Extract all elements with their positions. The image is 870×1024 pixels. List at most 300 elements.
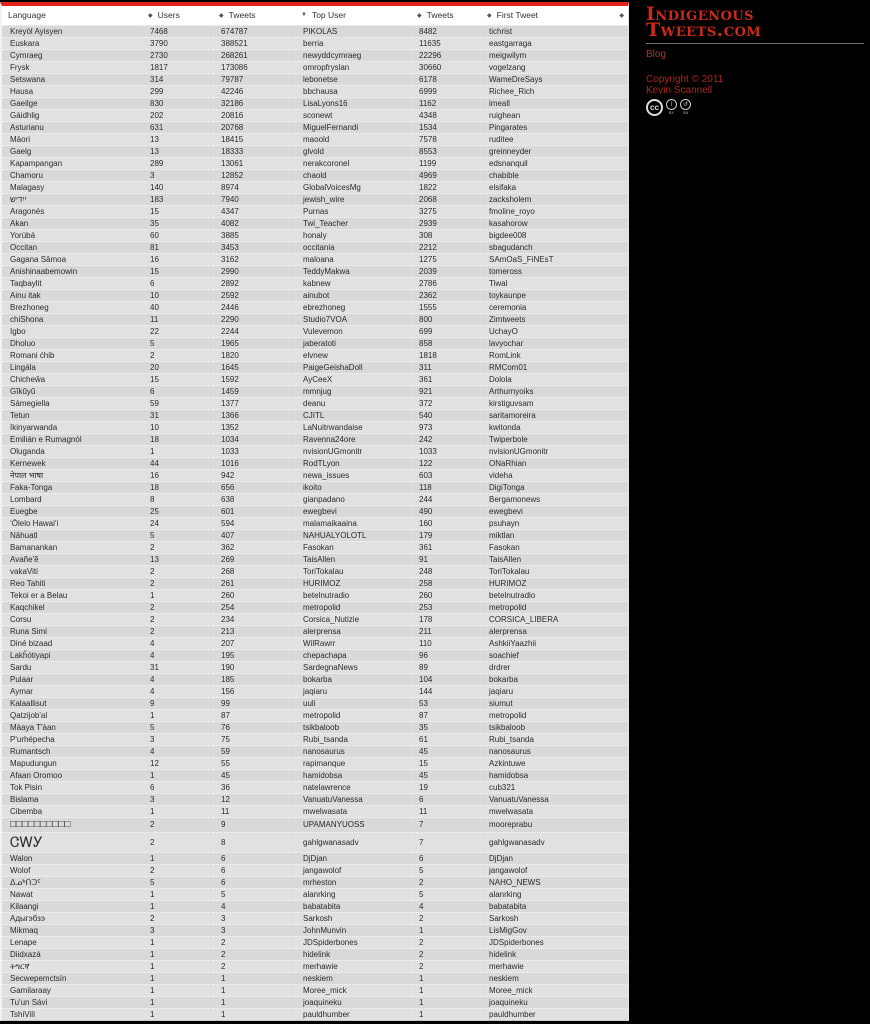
top-user-cell[interactable]: gianpadano <box>295 493 411 505</box>
language-cell[interactable]: Anishinaabemowin <box>2 265 142 277</box>
language-cell[interactable]: Asturianu <box>2 121 142 133</box>
top-user-cell[interactable]: jangawolof <box>295 864 411 876</box>
language-cell[interactable]: Avañe'ẽ <box>2 553 142 565</box>
first-tweet-cell[interactable]: saritamoreira <box>481 409 628 421</box>
language-cell[interactable]: Secwepemctsín <box>2 972 142 984</box>
top-user-cell[interactable]: mwelwasata <box>295 805 411 817</box>
first-tweet-cell[interactable]: NAHO_NEWS <box>481 876 628 888</box>
users-cell: 1 <box>142 805 213 817</box>
first-tweet-cell[interactable]: Bergamonews <box>481 493 628 505</box>
first-tweet-cell[interactable]: betelnutradio <box>481 589 628 601</box>
language-cell[interactable]: Lenape <box>2 936 142 948</box>
first-tweet-cell[interactable]: Zimtweets <box>481 313 628 325</box>
top-user-cell[interactable]: lebonetse <box>295 73 411 85</box>
column-header-language[interactable] <box>2 6 142 25</box>
language-cell[interactable]: Gĩkũyũ <box>2 385 142 397</box>
top-user-cell[interactable]: PaigeGeishaDoll <box>295 361 411 373</box>
first-tweet-cell[interactable]: hidelink <box>481 948 628 960</box>
first-tweet-cell[interactable]: SAmOaS_FiNEsT <box>481 253 628 265</box>
first-tweet-cell[interactable]: jaqiaru <box>481 685 628 697</box>
column-label: Top User <box>311 10 346 21</box>
first-tweet-cell[interactable]: neskiem <box>481 972 628 984</box>
first-tweet-cell[interactable]: bigdee008 <box>481 229 628 241</box>
language-cell[interactable]: Aragonés <box>2 205 142 217</box>
first-tweet-cell[interactable]: ewegbevi <box>481 505 628 517</box>
first-tweet-cell[interactable]: DjDjan <box>481 852 628 864</box>
top-user-cell[interactable]: Vulevemon <box>295 325 411 337</box>
top-user-cell[interactable]: CJITL <box>295 409 411 421</box>
top-tweets-cell: 2 <box>411 960 481 972</box>
first-tweet-cell[interactable]: HURIMOZ <box>481 577 628 589</box>
first-tweet-cell[interactable]: psuhayn <box>481 517 628 529</box>
language-cell[interactable]: Diidxazá <box>2 948 142 960</box>
top-user-cell[interactable]: newyddcymraeg <box>295 49 411 61</box>
top-user-cell[interactable]: bokarba <box>295 673 411 685</box>
first-tweet-cell[interactable]: gahlgwanasadv <box>481 832 628 852</box>
first-tweet-cell[interactable]: kasahorow <box>481 217 628 229</box>
language-cell[interactable]: Aymar <box>2 685 142 697</box>
tweets-cell: 4 <box>213 900 295 912</box>
language-cell[interactable]: Lingála <box>2 361 142 373</box>
first-tweet-cell[interactable]: Fasokan <box>481 541 628 553</box>
top-user-cell[interactable]: occitania <box>295 241 411 253</box>
language-cell[interactable]: Ainu itak <box>2 289 142 301</box>
language-cell[interactable]: ʻŌlelo Hawaiʻi <box>2 517 142 529</box>
top-user-cell[interactable]: jaberatoti <box>295 337 411 349</box>
top-user-cell[interactable]: maloana <box>295 253 411 265</box>
language-cell[interactable]: Occitan <box>2 241 142 253</box>
language-cell[interactable]: Nāhuatl <box>2 529 142 541</box>
top-user-cell[interactable]: betelnutradio <box>295 589 411 601</box>
top-user-cell[interactable]: sconewt <box>295 109 411 121</box>
language-cell[interactable]: Rumantsch <box>2 745 142 757</box>
top-user-cell[interactable]: elvnew <box>295 349 411 361</box>
top-user-cell[interactable]: LaNuitrwandaise <box>295 421 411 433</box>
language-cell[interactable]: Afaan Oromoo <box>2 769 142 781</box>
tweets-cell: 3453 <box>213 241 295 253</box>
first-tweet-cell[interactable]: sbagudanch <box>481 241 628 253</box>
top-user-cell[interactable]: ebrezhoneg <box>295 301 411 313</box>
language-cell[interactable]: ᏣᎳᎩ <box>2 832 142 852</box>
tweets-cell: 7940 <box>213 193 295 205</box>
first-tweet-cell[interactable]: alanrking <box>481 888 628 900</box>
language-cell[interactable]: Lombard <box>2 493 142 505</box>
language-cell[interactable]: Bislama <box>2 793 142 805</box>
language-cell[interactable]: Faka-Tonga <box>2 481 142 493</box>
top-user-cell[interactable]: Rubi_tsanda <box>295 733 411 745</box>
language-cell[interactable]: TshiVilì <box>2 1008 142 1020</box>
top-user-cell[interactable]: NAHUALYOLOTL <box>295 529 411 541</box>
language-cell[interactable]: ייִדיש <box>2 193 142 205</box>
first-tweet-cell[interactable]: mwelwasata <box>481 805 628 817</box>
language-cell[interactable]: Gaeilge <box>2 97 142 109</box>
tweets-cell: 388521 <box>213 37 295 49</box>
top-user-cell[interactable]: jaqiaru <box>295 685 411 697</box>
first-tweet-cell[interactable]: videha <box>481 469 628 481</box>
top-user-cell[interactable]: SardegnaNews <box>295 661 411 673</box>
top-user-cell[interactable]: ikoito <box>295 481 411 493</box>
users-cell: 2 <box>142 577 213 589</box>
language-cell[interactable]: □□□□□□□□□□ <box>2 817 142 832</box>
top-user-cell[interactable]: nerakcoronel <box>295 157 411 169</box>
tweets-cell: 36 <box>213 781 295 793</box>
language-cell[interactable]: Corsu <box>2 613 142 625</box>
first-tweet-cell[interactable]: soachief <box>481 649 628 661</box>
top-user-cell[interactable]: TaisAllen <box>295 553 411 565</box>
users-cell: 631 <box>142 121 213 133</box>
top-tweets-cell: 603 <box>411 469 481 481</box>
top-user-cell[interactable]: Corsica_Nutizie <box>295 613 411 625</box>
top-user-cell[interactable]: Fasokan <box>295 541 411 553</box>
language-cell[interactable]: Tok Pisin <box>2 781 142 793</box>
first-tweet-cell[interactable]: Pingarates <box>481 121 628 133</box>
language-cell[interactable]: Walon <box>2 852 142 864</box>
top-user-cell[interactable]: deanu <box>295 397 411 409</box>
first-tweet-cell[interactable]: Dolola <box>481 373 628 385</box>
first-tweet-cell[interactable]: pauldhumber <box>481 1008 628 1020</box>
language-cell[interactable]: Cibemba <box>2 805 142 817</box>
top-user-cell[interactable]: uuli <box>295 697 411 709</box>
language-cell[interactable]: Taqbaylit <box>2 277 142 289</box>
top-user-cell[interactable]: tsikbaloob <box>295 721 411 733</box>
column-header-first-tweet[interactable] <box>481 6 628 25</box>
top-user-cell[interactable]: nvisionUGmonitr <box>295 445 411 457</box>
first-tweet-cell[interactable]: ruighean <box>481 109 628 121</box>
language-cell[interactable]: Emilián e Rumagnòl <box>2 433 142 445</box>
users-cell: 5 <box>142 876 213 888</box>
top-user-cell[interactable]: maoold <box>295 133 411 145</box>
first-tweet-cell[interactable]: metropolid <box>481 601 628 613</box>
first-tweet-cell[interactable]: kwitonda <box>481 421 628 433</box>
first-tweet-cell[interactable]: alerprensa <box>481 625 628 637</box>
language-row <box>2 349 628 361</box>
first-tweet-cell[interactable]: ONaRhian <box>481 457 628 469</box>
top-user-cell[interactable]: neskiem <box>295 972 411 984</box>
users-cell: 20 <box>142 361 213 373</box>
language-cell[interactable]: Pulaar <box>2 673 142 685</box>
top-user-cell[interactable]: AyCeeX <box>295 373 411 385</box>
top-user-cell[interactable]: JohnMunvin <box>295 924 411 936</box>
header-row <box>2 6 628 25</box>
top-user-cell[interactable]: natelawrence <box>295 781 411 793</box>
first-tweet-cell[interactable]: Tiwal <box>481 277 628 289</box>
language-row <box>2 984 628 996</box>
top-user-cell[interactable]: JDSpiderbones <box>295 936 411 948</box>
first-tweet-cell[interactable]: Richee_Rich <box>481 85 628 97</box>
top-user-cell[interactable]: newa_issues <box>295 469 411 481</box>
language-table-body <box>2 25 628 1020</box>
top-user-cell[interactable]: chaold <box>295 169 411 181</box>
top-user-cell[interactable]: Purnas <box>295 205 411 217</box>
top-user-cell[interactable]: ainubot <box>295 289 411 301</box>
top-user-cell[interactable]: VanuatuVanessa <box>295 793 411 805</box>
first-tweet-cell[interactable]: Sarkosh <box>481 912 628 924</box>
top-user-cell[interactable]: Twi_Teacher <box>295 217 411 229</box>
first-tweet-cell[interactable]: eastgarraga <box>481 37 628 49</box>
top-user-cell[interactable]: metropolid <box>295 709 411 721</box>
language-cell[interactable]: Dholuo <box>2 337 142 349</box>
top-user-cell[interactable]: chepachapa <box>295 649 411 661</box>
language-cell[interactable]: Diné bizaad <box>2 637 142 649</box>
top-user-cell[interactable]: Sarkosh <box>295 912 411 924</box>
column-header-users[interactable] <box>142 6 213 25</box>
column-header-top-user[interactable] <box>295 6 411 25</box>
first-tweet-cell[interactable]: meigwilym <box>481 49 628 61</box>
top-user-cell[interactable]: alanrking <box>295 888 411 900</box>
language-cell[interactable]: Runa Simi <box>2 625 142 637</box>
top-tweets-cell: 211 <box>411 625 481 637</box>
language-cell[interactable]: नेपाल भाषा <box>2 469 142 481</box>
language-row <box>2 217 628 229</box>
top-user-cell[interactable]: mrheston <box>295 876 411 888</box>
first-tweet-cell[interactable]: VanuatuVanessa <box>481 793 628 805</box>
top-user-cell[interactable]: GlobalVoicesMg <box>295 181 411 193</box>
first-tweet-cell[interactable]: greinneyder <box>481 145 628 157</box>
first-tweet-cell[interactable]: Twiperbole <box>481 433 628 445</box>
language-cell[interactable]: Hausa <box>2 85 142 97</box>
language-row <box>2 733 628 745</box>
top-user-cell[interactable]: berria <box>295 37 411 49</box>
tweets-cell: 2446 <box>213 301 295 313</box>
first-tweet-cell[interactable]: Arthurnyoiks <box>481 385 628 397</box>
first-tweet-cell[interactable]: Azkintuwe <box>481 757 628 769</box>
language-cell[interactable]: Kilaangi <box>2 900 142 912</box>
language-row <box>2 361 628 373</box>
top-user-cell[interactable]: omropfryslan <box>295 61 411 73</box>
top-tweets-cell: 361 <box>411 541 481 553</box>
first-tweet-cell[interactable]: bokarba <box>481 673 628 685</box>
top-tweets-cell: 104 <box>411 673 481 685</box>
users-cell: 4 <box>142 649 213 661</box>
users-cell: 2 <box>142 601 213 613</box>
first-tweet-cell[interactable]: tomeross <box>481 265 628 277</box>
column-header-top-tweets[interactable] <box>411 6 481 25</box>
users-cell: 5 <box>142 337 213 349</box>
language-cell[interactable]: Oluganda <box>2 445 142 457</box>
top-user-cell[interactable]: malamaikaaina <box>295 517 411 529</box>
language-cell[interactable]: Reo Tahiti <box>2 577 142 589</box>
first-tweet-cell[interactable]: vogelzang <box>481 61 628 73</box>
top-tweets-cell: 699 <box>411 325 481 337</box>
language-row <box>2 397 628 409</box>
language-row <box>2 1008 628 1020</box>
top-user-cell[interactable]: hamidobsa <box>295 769 411 781</box>
users-cell: 40 <box>142 301 213 313</box>
language-cell[interactable]: Euskara <box>2 37 142 49</box>
language-cell[interactable]: Malagasy <box>2 181 142 193</box>
top-tweets-cell: 118 <box>411 481 481 493</box>
language-cell[interactable]: Gaelg <box>2 145 142 157</box>
language-cell[interactable]: Wolof <box>2 864 142 876</box>
top-user-cell[interactable]: gahlgwanasadv <box>295 832 411 852</box>
tweets-cell: 190 <box>213 661 295 673</box>
language-cell[interactable]: Kapampangan <box>2 157 142 169</box>
first-tweet-cell[interactable]: ruditee <box>481 133 628 145</box>
language-cell[interactable]: Sardu <box>2 661 142 673</box>
first-tweet-cell[interactable]: JDSpiderbones <box>481 936 628 948</box>
language-cell[interactable]: Tekoi er a Belau <box>2 589 142 601</box>
first-tweet-cell[interactable]: joaquineku <box>481 996 628 1008</box>
top-user-cell[interactable]: joaquineku <box>295 996 411 1008</box>
language-cell[interactable]: Gagana Sāmoa <box>2 253 142 265</box>
language-cell[interactable]: Kreyòl Ayisyen <box>2 25 142 37</box>
tweets-cell: 87 <box>213 709 295 721</box>
users-cell: 59 <box>142 397 213 409</box>
language-row <box>2 589 628 601</box>
top-user-cell[interactable]: glvold <box>295 145 411 157</box>
first-tweet-cell[interactable]: merhawie <box>481 960 628 972</box>
language-cell[interactable]: Igbo <box>2 325 142 337</box>
first-tweet-cell[interactable]: Rubi_tsanda <box>481 733 628 745</box>
top-user-cell[interactable]: rapimanque <box>295 757 411 769</box>
first-tweet-cell[interactable]: siumut <box>481 697 628 709</box>
top-user-cell[interactable]: metropolid <box>295 601 411 613</box>
top-user-cell[interactable]: TeddyMakwa <box>295 265 411 277</box>
first-tweet-cell[interactable]: toykaunpe <box>481 289 628 301</box>
language-cell[interactable]: Brezhoneg <box>2 301 142 313</box>
tweets-cell: 12 <box>213 793 295 805</box>
first-tweet-cell[interactable]: miktlan <box>481 529 628 541</box>
top-user-cell[interactable]: Ravenna24ore <box>295 433 411 445</box>
first-tweet-cell[interactable]: kirstiguvsam <box>481 397 628 409</box>
first-tweet-cell[interactable]: metropolid <box>481 709 628 721</box>
blog-link[interactable]: Blog <box>646 49 667 60</box>
language-cell[interactable]: Адыгэбзэ <box>2 912 142 924</box>
first-tweet-cell[interactable]: edsnanquil <box>481 157 628 169</box>
top-user-cell[interactable]: kabnew <box>295 277 411 289</box>
language-cell[interactable]: Māori <box>2 133 142 145</box>
top-user-cell[interactable]: RodTLyon <box>295 457 411 469</box>
first-tweet-cell[interactable]: jangawolof <box>481 864 628 876</box>
first-tweet-cell[interactable]: ToriTokalau <box>481 565 628 577</box>
first-tweet-cell[interactable]: hamidobsa <box>481 769 628 781</box>
language-cell[interactable]: ትግርኛ <box>2 960 142 972</box>
language-cell[interactable]: Euegbe <box>2 505 142 517</box>
first-tweet-cell[interactable]: nvisionUGmonitr <box>481 445 628 457</box>
first-tweet-cell[interactable]: UchayO <box>481 325 628 337</box>
language-cell[interactable]: chiShona <box>2 313 142 325</box>
top-user-cell[interactable]: bbchausa <box>295 85 411 97</box>
top-user-cell[interactable]: jewish_wire <box>295 193 411 205</box>
first-tweet-cell[interactable]: chabible <box>481 169 628 181</box>
cc-sa-icon: ↺ SA <box>680 99 691 115</box>
tweets-cell: 11 <box>213 805 295 817</box>
top-user-cell[interactable]: HURIMOZ <box>295 577 411 589</box>
top-user-cell[interactable]: nanosaurus <box>295 745 411 757</box>
first-tweet-cell[interactable]: CORSICA_LIBERA <box>481 613 628 625</box>
top-user-cell[interactable]: MiguelFernandi <box>295 121 411 133</box>
language-cell[interactable]: Bamanankan <box>2 541 142 553</box>
users-cell: 3790 <box>142 37 213 49</box>
top-user-cell[interactable]: ToriTokalau <box>295 565 411 577</box>
first-tweet-cell[interactable]: cub321 <box>481 781 628 793</box>
language-cell[interactable]: P'urhépecha <box>2 733 142 745</box>
language-cell[interactable]: Chicheŵa <box>2 373 142 385</box>
first-tweet-cell[interactable]: AshkiiYaazhii <box>481 637 628 649</box>
top-user-cell[interactable]: WilRawrr <box>295 637 411 649</box>
top-user-cell[interactable]: Moree_mick <box>295 984 411 996</box>
language-cell[interactable]: Kaqchikel <box>2 601 142 613</box>
language-cell[interactable]: Yorùbá <box>2 229 142 241</box>
first-tweet-cell[interactable]: lavyochar <box>481 337 628 349</box>
language-row <box>2 960 628 972</box>
top-user-cell[interactable]: PIKOLAS <box>295 25 411 37</box>
first-tweet-cell[interactable]: DigiTonga <box>481 481 628 493</box>
language-cell[interactable]: Qatzijob'al <box>2 709 142 721</box>
tweets-cell: 268261 <box>213 49 295 61</box>
language-cell[interactable]: Sámegiella <box>2 397 142 409</box>
top-user-cell[interactable]: honaly <box>295 229 411 241</box>
first-tweet-cell[interactable]: LisMigGov <box>481 924 628 936</box>
first-tweet-cell[interactable]: elsifaka <box>481 181 628 193</box>
first-tweet-cell[interactable]: tichrist <box>481 25 628 37</box>
language-cell[interactable]: ᐃᓄᒃᑎᑐᑦ <box>2 876 142 888</box>
language-cell[interactable]: Gàidhlig <box>2 109 142 121</box>
top-user-cell[interactable]: hidelink <box>295 948 411 960</box>
top-user-cell[interactable]: UPAMANYUOSS <box>295 817 411 832</box>
tweets-cell: 1352 <box>213 421 295 433</box>
language-cell[interactable]: Màaya T'àan <box>2 721 142 733</box>
first-tweet-cell[interactable]: WameDreSays <box>481 73 628 85</box>
language-cell[interactable]: Lakȟótiyapi <box>2 649 142 661</box>
first-tweet-cell[interactable]: TaisAllen <box>481 553 628 565</box>
language-cell[interactable]: Romani ćhib <box>2 349 142 361</box>
language-cell[interactable]: Mikmaq <box>2 924 142 936</box>
top-user-cell[interactable]: DjDjan <box>295 852 411 864</box>
first-tweet-cell[interactable]: fmoline_royo <box>481 205 628 217</box>
first-tweet-cell[interactable]: RomLink <box>481 349 628 361</box>
first-tweet-cell[interactable]: ceremonia <box>481 301 628 313</box>
top-user-cell[interactable]: mmnjug <box>295 385 411 397</box>
language-cell[interactable]: Kernewek <box>2 457 142 469</box>
top-user-cell[interactable]: Studio7VOA <box>295 313 411 325</box>
top-user-cell[interactable]: alerprensa <box>295 625 411 637</box>
top-user-cell[interactable]: LisaLyons16 <box>295 97 411 109</box>
first-tweet-cell[interactable]: tsikbaloob <box>481 721 628 733</box>
top-user-cell[interactable]: ewegbevi <box>295 505 411 517</box>
language-cell[interactable]: Chamoru <box>2 169 142 181</box>
language-cell[interactable]: Mapudungun <box>2 757 142 769</box>
language-cell[interactable]: Nawat <box>2 888 142 900</box>
top-user-cell[interactable]: merhawie <box>295 960 411 972</box>
language-cell[interactable]: vakaViti <box>2 565 142 577</box>
first-tweet-cell[interactable]: zacksholem <box>481 193 628 205</box>
top-user-cell[interactable]: babatabita <box>295 900 411 912</box>
language-cell[interactable]: Ikinyarwanda <box>2 421 142 433</box>
first-tweet-cell[interactable]: babatabita <box>481 900 628 912</box>
language-cell[interactable]: Setswana <box>2 73 142 85</box>
language-cell[interactable]: Akan <box>2 217 142 229</box>
language-cell[interactable]: Frysk <box>2 61 142 73</box>
first-tweet-cell[interactable]: Moree_mick <box>481 984 628 996</box>
users-cell: 15 <box>142 205 213 217</box>
tweets-cell: 942 <box>213 469 295 481</box>
language-cell[interactable]: Cymraeg <box>2 49 142 61</box>
language-cell[interactable]: Kalaallisut <box>2 697 142 709</box>
cc-license-badge[interactable] <box>646 99 864 116</box>
first-tweet-cell[interactable]: drdrer <box>481 661 628 673</box>
first-tweet-cell[interactable]: mooreprabu <box>481 817 628 832</box>
language-cell[interactable]: Gamilaraay <box>2 984 142 996</box>
language-cell[interactable]: Tetun <box>2 409 142 421</box>
first-tweet-cell[interactable]: nanosaurus <box>481 745 628 757</box>
column-header-tweets[interactable] <box>213 6 295 25</box>
first-tweet-cell[interactable]: RMCom01 <box>481 361 628 373</box>
top-user-cell[interactable]: pauldhumber <box>295 1008 411 1020</box>
tweets-cell: 32186 <box>213 97 295 109</box>
language-cell[interactable]: Tu'un Sávi <box>2 996 142 1008</box>
first-tweet-cell[interactable]: imeall <box>481 97 628 109</box>
